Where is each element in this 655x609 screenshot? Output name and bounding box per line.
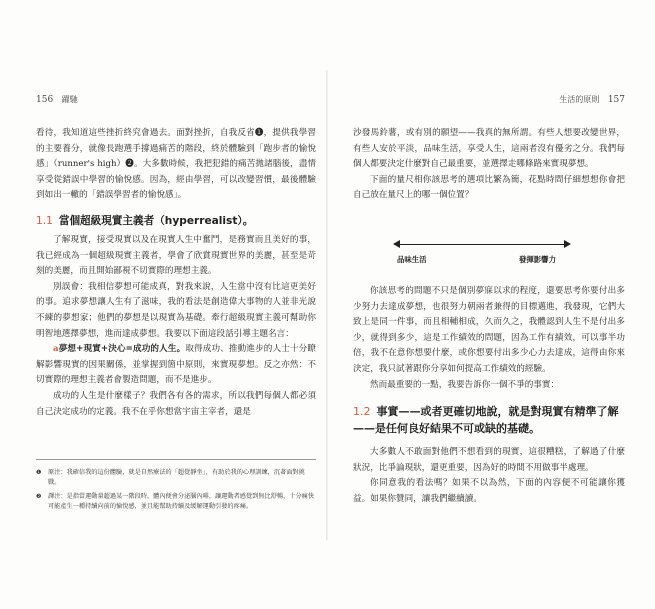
formula-paragraph bbox=[36, 342, 316, 389]
right-running-title: 生活的原則 bbox=[559, 95, 600, 104]
section-1-1-title: 當個超級現實主義者（hyperrealist）。 bbox=[58, 214, 254, 227]
right-page-body bbox=[353, 126, 625, 508]
left-page-body bbox=[36, 126, 316, 420]
left-page-header bbox=[36, 94, 316, 105]
left-running-title: 躍馳 bbox=[61, 95, 78, 104]
scale-line bbox=[397, 244, 567, 245]
right-paragraph-3: 你該思考的問題不只是個別夢寐以求的程度，還要思考你要付出多少努力去達成夢想，也很努力朝兩者兼得的目標邁進，我發現，它們大致上是同一件事，而且相輔相成，久而久之，我體認到人生不是付出多少，就得到多少，這是工作績效的問題，因為工作有績效，可以事半功倍，我不在意你想要什麼，或你想要付出多少心力去達成，這得由你來決定，我只試著跟你分享如何提高工作績效的經驗。 bbox=[353, 285, 625, 374]
footnote-2 bbox=[36, 492, 316, 512]
left-paragraph-1: 看待，我知道這些挫折終究會過去。面對挫折，自我反省❶，提供我學習的主要養分，就像長跑選手撐過痛苦的階段，終於體驗到「跑步者的愉悅感」（runner's high）❷。大多數時候，我把犯錯的痛苦拋諸腦後，盡情享受從錯誤中學習的愉悅感。因為，經由學習，可以改變習慣，最後體驗到如出一轍的「錯誤學習者的愉悅感」。 bbox=[36, 128, 316, 201]
scale-arrow-right-icon bbox=[564, 240, 571, 248]
scale-right-label: 發揮影響力 bbox=[519, 254, 556, 264]
formula-text: 夢想+現實+決心=成功的人生。 bbox=[58, 344, 186, 355]
formula-label: a bbox=[53, 344, 59, 355]
footnote-1-mark: ❶ bbox=[36, 469, 42, 476]
left-page-number: 156 bbox=[36, 95, 54, 105]
right-paragraph-5: 大多數人不敢面對他們不想看到的現實，這很糟糕，了解過了什麼狀況，比爭論現狀，還更重要，因為好的時間不用做事半處理。 bbox=[353, 447, 625, 473]
footnote-1-text: 原注：我確信我的這份體驗，就是自然療法的「超覺靜坐」，有助於我的心理訓練，沉著面對挑戰。 bbox=[48, 469, 305, 486]
section-1-1-heading bbox=[36, 213, 316, 229]
right-paragraph-2: 下面的量尺相你該思考的選項比繁為簡，花點時間仔細想想你會把自己放在量尺上的哪一個位置？ bbox=[353, 174, 625, 201]
right-paragraph-1: 沙發馬鈴薯，或有別的願望——我真的無所謂。有些人想要改變世界，有些人安於平淡，品味生活，享受人生，這兩者沒有優劣之分。我們每個人都要決定什麼對自己最重要，並選擇走哪條路來實現夢想。 bbox=[353, 128, 625, 170]
footnote-2-mark: ❷ bbox=[36, 493, 42, 500]
left-paragraph-3: 別誤會：我相信夢想可能成真，對我來說，人生當中沒有比這更美好的事。追求夢想讓人生有了滋味，我的看法是創造偉大事物的人並非光說不練的夢想家；他們的夢想是以現實為基礎。牽行超級現實主義可幫助你明智地選擇夢想，進而達成夢想。我要以下面這段話引導主題名言： bbox=[36, 281, 316, 339]
formula-rest: 取得成功、推動進步的人士十分瞭解影響現實的因果關係，並掌握到箇中原則，來實現夢想。反之亦然：不切實際的理想主義者會製造問題，而不是進步。 bbox=[36, 344, 316, 386]
right-paragraph-4: 然而最重要的一點，我要告訴你一個不爭的事實： bbox=[370, 379, 560, 390]
right-page-number: 157 bbox=[607, 95, 625, 105]
footnotes bbox=[36, 459, 316, 516]
footnote-1 bbox=[36, 468, 316, 488]
section-1-2-heading bbox=[353, 403, 625, 437]
scale-left-label: 品味生活 bbox=[397, 254, 427, 264]
section-1-1-number: 1.1 bbox=[36, 214, 53, 227]
left-paragraph-2: 了解現實，接受現實以及在現實人生中奮鬥，是務實而且美好的事，我已經成為一個超級現實主義者，學會了欣賞現實世界的美麗，甚至是苛刻的美麗，而且開始鄙視不切實際的理想主義。 bbox=[36, 234, 316, 277]
right-page-header bbox=[353, 94, 625, 105]
preference-scale bbox=[353, 210, 625, 278]
footnote-2-text: 譯注：是指當運動量超過某一階段時，體內便會分泌腦內啡，讓運動者感覺到無比舒暢，十分痛快可能產生一種持續向前的愉悅感，並且能幫助持續及緩解運動引發的疼痛。 bbox=[48, 493, 315, 510]
section-1-2-title: 事實——或者更確切地說，就是對現實有精準了解——是任何良好結果不可或缺的基礎。 bbox=[353, 405, 619, 436]
right-paragraph-6: 你同意我的看法嗎？如果不以為然，下面的內容便不可能讓你獲益。如果你贊同，讓我們繼續讀。 bbox=[353, 478, 625, 504]
book-gutter bbox=[326, 70, 328, 540]
section-1-2-number: 1.2 bbox=[353, 405, 371, 419]
left-paragraph-closing: 成功的人生是什麼樣子？我們各有各的需求，所以我們每個人都必須自己決定成功的定義。我不在乎你想當宇宙主宰者，還是 bbox=[36, 390, 316, 417]
